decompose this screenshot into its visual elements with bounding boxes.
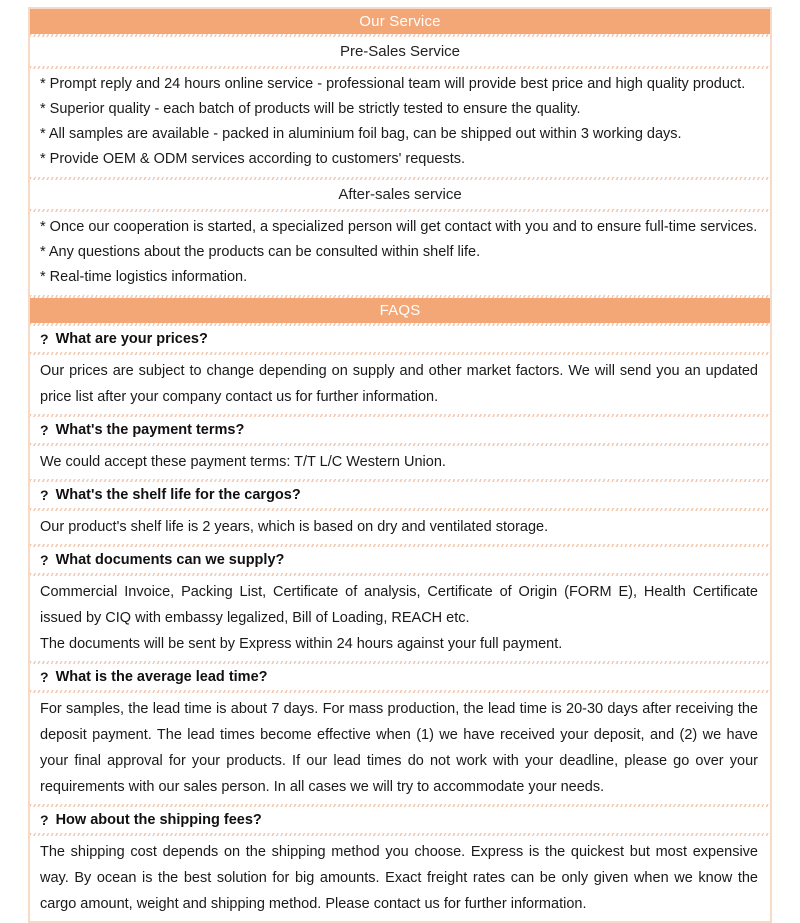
faq-answer xyxy=(30,355,770,414)
question-mark-icon: ? xyxy=(40,812,49,828)
faq-question-label: What is the average lead time? xyxy=(55,669,268,685)
faq-answer-paragraph: We could accept these payment terms: T/T L/C Western Union. xyxy=(40,454,446,470)
question-mark-icon: ? xyxy=(40,669,49,685)
faq-answer-paragraph: The documents will be sent by Express within 24 hours against your full payment. xyxy=(40,636,563,652)
faq-answer-paragraph: Commercial Invoice, Packing List, Certificate of analysis, Certificate of Origin (FORM E), Health Certificate issued by CIQ with embassy legalized, Bill of Loading, REACH etc. xyxy=(40,584,758,626)
faq-question[interactable] xyxy=(30,807,770,833)
after-sales-service-heading xyxy=(30,180,770,209)
pre-sales-bullet-list xyxy=(30,69,770,177)
faq-question-label: How about the shipping fees? xyxy=(55,812,262,828)
faq-answer xyxy=(30,511,770,544)
list-item: * Provide OEM & ODM services according to customers' requests. xyxy=(40,151,466,167)
list-item: * Superior quality - each batch of products will be strictly tested to ensure the quality. xyxy=(40,101,581,117)
faq-answer-paragraph: The shipping cost depends on the shipping method you choose. Express is the quickest but most expensive way. By ocean is the best solution for big amounts. Exact freight rates can be only given when we know the cargo amount, weight and shipping method. Please contact us for further information. xyxy=(40,844,758,912)
after-sales-bullet-list xyxy=(30,212,770,295)
faq-question-label: What's the shelf life for the cargos? xyxy=(55,487,301,503)
faq-question-label: What's the payment terms? xyxy=(55,422,245,438)
list-item: * Real-time logistics information. xyxy=(40,269,248,285)
question-mark-icon: ? xyxy=(40,487,49,503)
faq-question-label: What are your prices? xyxy=(55,331,208,347)
our-service-banner xyxy=(30,9,770,34)
question-mark-icon: ? xyxy=(40,331,49,347)
list-item: * All samples are available - packed in aluminium foil bag, can be shipped out within 3 working days. xyxy=(40,126,682,142)
faq-question[interactable] xyxy=(30,482,770,508)
list-item: * Prompt reply and 24 hours online service - professional team will provide best price and high quality product. xyxy=(40,76,746,92)
faq-answer-paragraph: For samples, the lead time is about 7 days. For mass production, the lead time is 20-30 days after receiving the deposit payment. The lead times become effective when (1) we have received your deposit, and (2) we have your final approval for your products. If our lead times do not work with your deadline, please go over your requirements with our sales person. In all cases we will try to accommodate your needs. xyxy=(40,701,758,795)
faq-question[interactable] xyxy=(30,417,770,443)
our-service-banner-label: Our Service xyxy=(359,13,441,30)
list-item: * Any questions about the products can be consulted within shelf life. xyxy=(40,244,481,260)
question-mark-icon: ? xyxy=(40,422,49,438)
after-sales-service-heading-label: After-sales service xyxy=(338,186,462,203)
faq-answer xyxy=(30,446,770,479)
pre-sales-service-heading xyxy=(30,37,770,66)
faq-answer-paragraph: Our product's shelf life is 2 years, which is based on dry and ventilated storage. xyxy=(40,519,549,535)
service-and-faq-table xyxy=(28,7,772,923)
list-item: * Once our cooperation is started, a specialized person will get contact with you and to ensure full-time services. xyxy=(40,219,758,235)
faq-question-label: What documents can we supply? xyxy=(55,552,285,568)
faq-question[interactable] xyxy=(30,664,770,690)
faqs-banner xyxy=(30,298,770,323)
faq-answer xyxy=(30,836,770,921)
faqs-banner-label: FAQS xyxy=(379,302,421,319)
faq-question[interactable] xyxy=(30,547,770,573)
faq-question[interactable] xyxy=(30,326,770,352)
faq-answer-paragraph: Our prices are subject to change depending on supply and other market factors. We will send you an updated price list after your company contact us for further information. xyxy=(40,363,758,405)
question-mark-icon: ? xyxy=(40,552,49,568)
pre-sales-service-heading-label: Pre-Sales Service xyxy=(339,43,461,60)
faq-answer xyxy=(30,576,770,661)
faq-answer xyxy=(30,693,770,804)
